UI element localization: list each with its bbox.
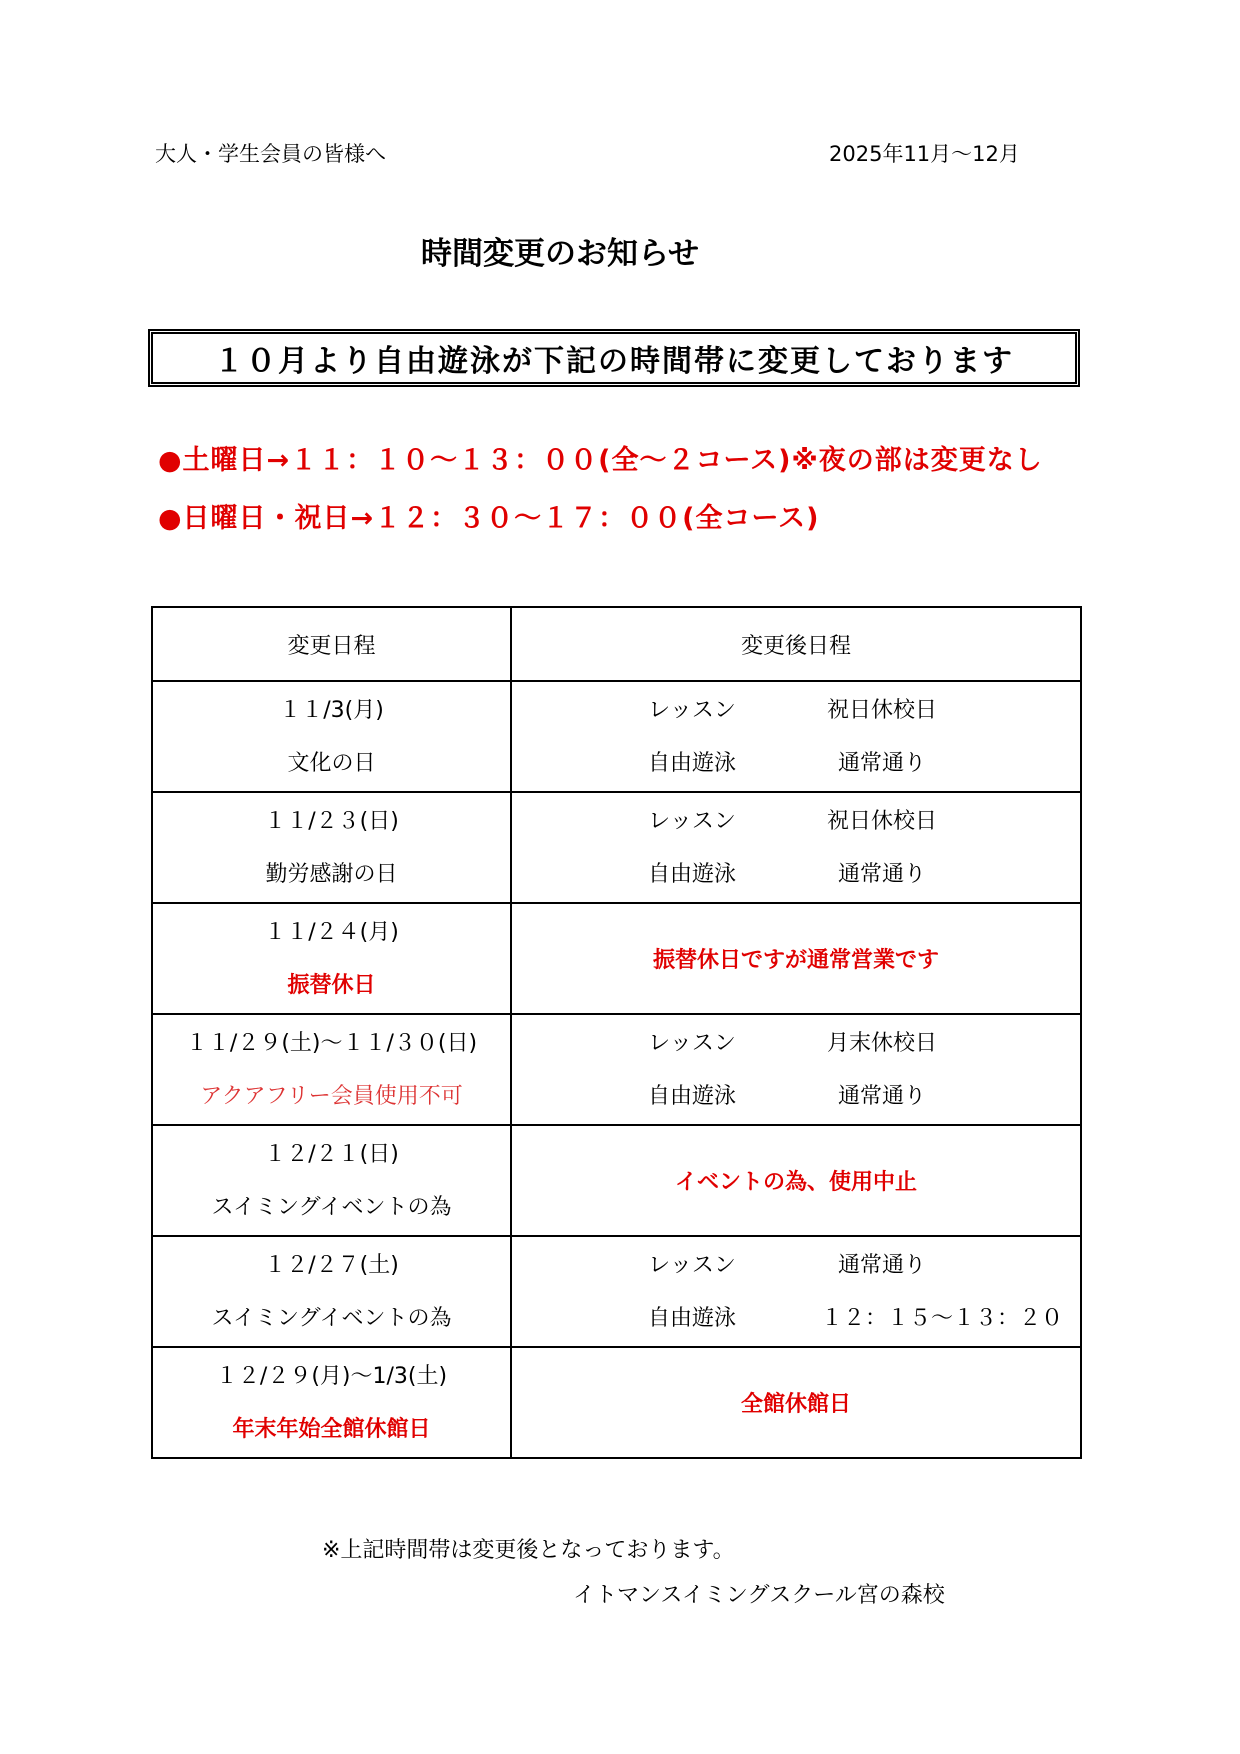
after-message: イベントの為、使用中止 xyxy=(511,1125,1081,1236)
notice-box: １０月より自由遊泳が下記の時間帯に変更しております xyxy=(148,329,1080,387)
row-date: １１/２９(土)〜１１/３０(日) xyxy=(185,1031,478,1056)
row-date: １２/２７(土) xyxy=(264,1253,399,1278)
after-cell xyxy=(511,1236,1081,1347)
date-cell xyxy=(152,1236,511,1347)
table-row xyxy=(152,1014,1081,1125)
free-swim-value: １２：１５〜１３：２０ xyxy=(820,1306,1063,1331)
table-row xyxy=(152,903,1081,1014)
date-cell xyxy=(152,681,511,792)
lesson-value: 通常通り xyxy=(837,1253,926,1278)
addressee: 大人・学生会員の皆様へ xyxy=(155,142,386,166)
col-header-after: 変更後日程 xyxy=(511,607,1081,681)
after-message: 振替休日ですが通常営業です xyxy=(511,903,1081,1014)
date-cell xyxy=(152,903,511,1014)
table-row xyxy=(152,792,1081,903)
date-cell xyxy=(152,1125,511,1236)
lesson-label: レッスン xyxy=(648,1031,736,1056)
lesson-label: レッスン xyxy=(648,698,736,723)
footnote: ※上記時間帯は変更後となっております。 xyxy=(322,1538,735,1563)
free-swim-value: 通常通り xyxy=(837,862,926,887)
free-swim-label: 自由遊泳 xyxy=(647,1306,736,1331)
after-cell xyxy=(511,1014,1081,1125)
row-date: １２/２９(月)〜1/3(土) xyxy=(215,1364,448,1389)
after-message: 全館休館日 xyxy=(511,1347,1081,1458)
row-date: １１/２３(日) xyxy=(264,809,399,834)
row-note: 勤労感謝の日 xyxy=(265,862,398,887)
after-cell xyxy=(511,681,1081,792)
school-name: イトマンスイミングスクール宮の森校 xyxy=(573,1583,945,1608)
lesson-label: レッスン xyxy=(648,1253,736,1278)
table-row xyxy=(152,1347,1081,1458)
page-title-text: 時間変更のお知らせ xyxy=(420,236,700,272)
lesson-value: 祝日休校日 xyxy=(826,809,937,834)
date-cell xyxy=(152,792,511,903)
lesson-value: 月末休校日 xyxy=(826,1031,937,1056)
free-swim-label: 自由遊泳 xyxy=(647,862,736,887)
highlight-saturday: ●土曜日→１１：１０〜１３：００(全〜２コース)※夜の部は変更なし xyxy=(158,445,1043,476)
free-swim-label: 自由遊泳 xyxy=(647,1084,736,1109)
date-cell xyxy=(152,1014,511,1125)
row-note: 文化の日 xyxy=(287,751,376,776)
table-row xyxy=(152,1125,1081,1236)
table-header-row xyxy=(152,607,1081,681)
lesson-label: レッスン xyxy=(648,809,736,834)
row-date: １１/3(月) xyxy=(279,698,384,723)
row-note: 年末年始全館休館日 xyxy=(232,1417,431,1442)
row-note: スイミングイベントの為 xyxy=(211,1306,452,1331)
table-row xyxy=(152,1236,1081,1347)
row-note: 振替休日 xyxy=(287,973,376,998)
col-header-date: 変更日程 xyxy=(152,607,511,681)
after-cell xyxy=(511,792,1081,903)
schedule-table xyxy=(151,606,1082,1459)
row-date: １１/２４(月) xyxy=(264,920,399,945)
free-swim-value: 通常通り xyxy=(837,1084,926,1109)
date-cell xyxy=(152,1347,511,1458)
row-date: １２/２１(日) xyxy=(264,1142,399,1167)
highlight-sunday-holiday: ●日曜日・祝日→１２：３０〜１７：００(全コース) xyxy=(158,503,820,534)
free-swim-label: 自由遊泳 xyxy=(647,751,736,776)
page-title xyxy=(0,228,1240,273)
row-note: アクアフリー会員使用不可 xyxy=(200,1084,463,1109)
table-row xyxy=(152,681,1081,792)
date-range: 2025年11月〜12月 xyxy=(829,142,1020,166)
free-swim-value: 通常通り xyxy=(837,751,926,776)
lesson-value: 祝日休校日 xyxy=(826,698,937,723)
row-note: スイミングイベントの為 xyxy=(211,1195,452,1220)
